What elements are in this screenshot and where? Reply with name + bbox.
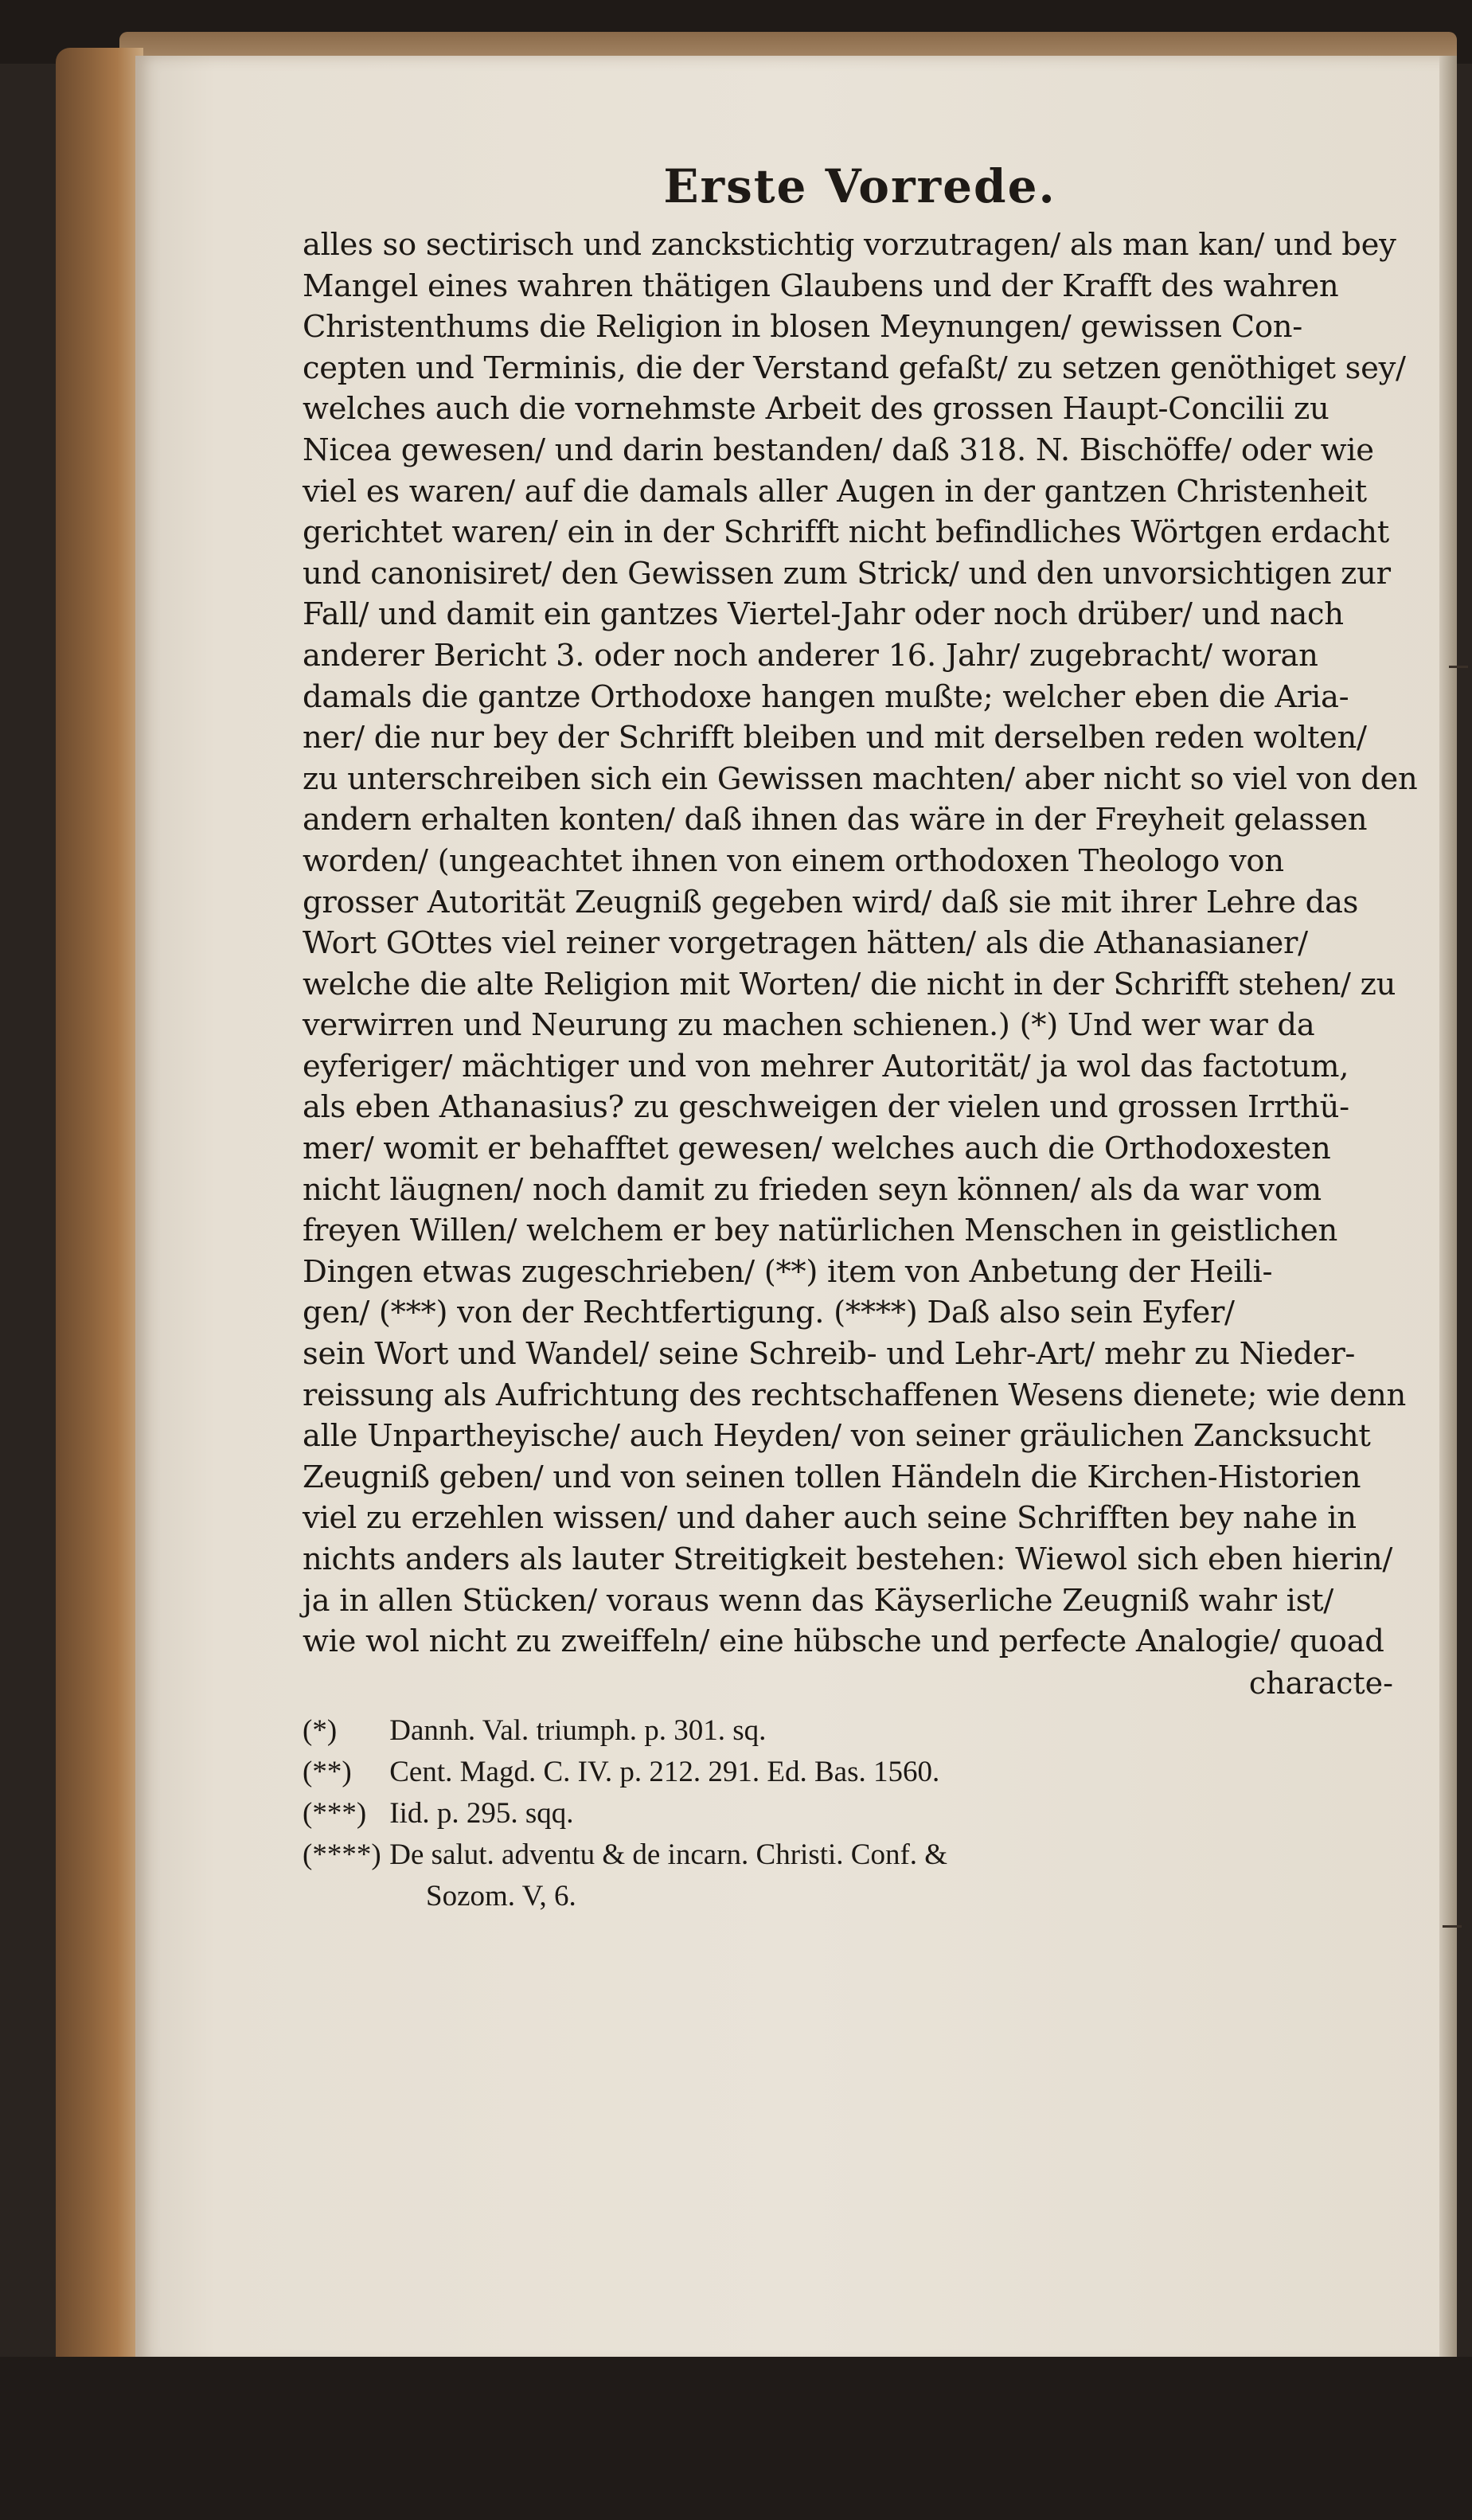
text-line: welche die alte Religion mit Worten/ die nicht in der Schrifft stehen/ zu (303, 966, 1396, 1002)
text-line: welches auch die vornehmste Arbeit des grossen Haupt-Concilii zu (303, 391, 1329, 428)
page-content (303, 159, 1417, 1917)
footnote-mark: (***) (303, 1796, 367, 1830)
text-line: und canonisiret/ den Gewissen zum Strick/ und den unvorsichtigen zur (303, 555, 1391, 592)
text-line: gerichtet waren/ ein in der Schrifft nicht befindliches Wörtgen erdacht (303, 514, 1389, 551)
footnote-mark: (****) (303, 1838, 381, 1871)
text-line: Christenthums die Religion in blosen Meynungen/ gewissen Con- (303, 309, 1302, 346)
footnote-text: De salut. adventu & de incarn. Christi. Conf. & (389, 1838, 948, 1871)
page-edge (1439, 56, 1457, 2365)
text-line: reissung als Aufrichtung des rechtschaffenen Wesens dienete; wie denn (303, 1377, 1406, 1413)
text-line: andern erhalten konten/ daß ihnen das wäre in der Freyheit gelassen (303, 802, 1368, 838)
footnote-text: Iid. p. 295. sqq. (389, 1796, 574, 1830)
text-line: damals die gantze Orthodoxe hangen mußte; welcher eben die Aria- (303, 678, 1349, 715)
text-line: gen/ (***) von der Rechtfertigung. (****) Daß also sein Eyfer/ (303, 1295, 1235, 1331)
text-line: viel es waren/ auf die damals aller Augen in der gantzen Christenheit (303, 473, 1367, 510)
footnote-text: Cent. Magd. C. IV. p. 212. 291. Ed. Bas. 1560. (389, 1755, 940, 1788)
text-line: verwirren und Neurung zu machen schienen.) (*) Und wer war da (303, 1007, 1315, 1044)
running-header: Erste Vorrede. (663, 159, 1056, 213)
text-line: als eben Athanasius? zu geschweigen der vielen und grossen Irrthü- (303, 1089, 1349, 1126)
margin-mark (1449, 666, 1468, 668)
footnote (303, 1793, 1417, 1834)
text-line: ja in allen Stücken/ voraus wenn das Käyserliche Zeugniß wahr ist/ (303, 1582, 1333, 1619)
text-line: alle Unpartheyische/ auch Heyden/ von seiner gräulichen Zancksucht (303, 1418, 1371, 1455)
text-line: Mangel eines wahren thätigen Glaubens und der Krafft des wahren (303, 268, 1339, 304)
text-line: anderer Bericht 3. oder noch anderer 16. Jahr/ zugebracht/ woran (303, 637, 1318, 674)
text-line: nicht läugnen/ noch damit zu frieden seyn können/ als da war vom (303, 1171, 1322, 1208)
margin-mark (1443, 1925, 1462, 1928)
text-line: sein Wort und Wandel/ seine Schreib- und Lehr-Art/ mehr zu Nieder- (303, 1336, 1356, 1373)
backdrop-bottom (0, 2357, 1472, 2520)
text-line: Nicea gewesen/ und darin bestanden/ daß 318. N. Bischöffe/ oder wie (303, 432, 1374, 468)
text-line: alles so sectirisch und zanckstichtig vorzutragen/ als man kan/ und bey (303, 227, 1396, 263)
text-line: freyen Willen/ welchem er bey natürlichen Menschen in geistlichen (303, 1213, 1337, 1249)
footnote-mark: (*) (303, 1713, 338, 1747)
text-line: zu unterschreiben sich ein Gewissen machten/ aber nicht so viel von den (303, 760, 1418, 797)
text-line: wie wol nicht zu zweiffeln/ eine hübsche und perfecte Analogie/ quoad (303, 1623, 1384, 1660)
text-line: viel zu erzehlen wissen/ und daher auch seine Schrifften bey nahe in (303, 1500, 1357, 1537)
text-line: eyferiger/ mächtiger und von mehrer Autorität/ ja wol das factotum, (303, 1048, 1349, 1084)
text-line: Fall/ und damit ein gantzes Viertel-Jahr oder noch drüber/ und nach (303, 596, 1344, 633)
footnote (303, 1710, 1417, 1752)
footnote (303, 1752, 1417, 1793)
text-line: ner/ die nur bey der Schrifft bleiben und mit derselben reden wolten/ (303, 720, 1367, 756)
footnotes (303, 1710, 1417, 1917)
text-line: Dingen etwas zugeschrieben/ (**) item von Anbetung der Heili- (303, 1253, 1273, 1290)
text-line: Wort GOttes viel reiner vorgetragen hätten/ als die Athanasianer/ (303, 925, 1308, 962)
text-line: worden/ (ungeachtet ihnen von einem orthodoxen Theologo von (303, 842, 1284, 879)
catchword: characte- (1248, 1665, 1393, 1701)
text-line: grosser Autorität Zeugniß gegeben wird/ daß sie mit ihrer Lehre das (303, 884, 1359, 920)
footnote (303, 1834, 1417, 1876)
text-line: mer/ womit er behafftet gewesen/ welches auch die Orthodoxesten (303, 1131, 1331, 1167)
text-line: nichts anders als lauter Streitigkeit bestehen: Wiewol sich eben hierin/ (303, 1541, 1393, 1577)
footnote-continuation: Sozom. V, 6. (426, 1879, 576, 1912)
footnote-mark: (**) (303, 1755, 352, 1788)
body-text (303, 225, 1417, 1662)
text-line: Zeugniß geben/ und von seinen tollen Händeln die Kirchen-Historien (303, 1459, 1361, 1495)
footnote-text: Dannh. Val. triumph. p. 301. sq. (389, 1713, 767, 1747)
book-binding (56, 48, 143, 2373)
text-line: cepten und Terminis, die der Verstand gefaßt/ zu setzen genöthiget sey/ (303, 350, 1406, 386)
